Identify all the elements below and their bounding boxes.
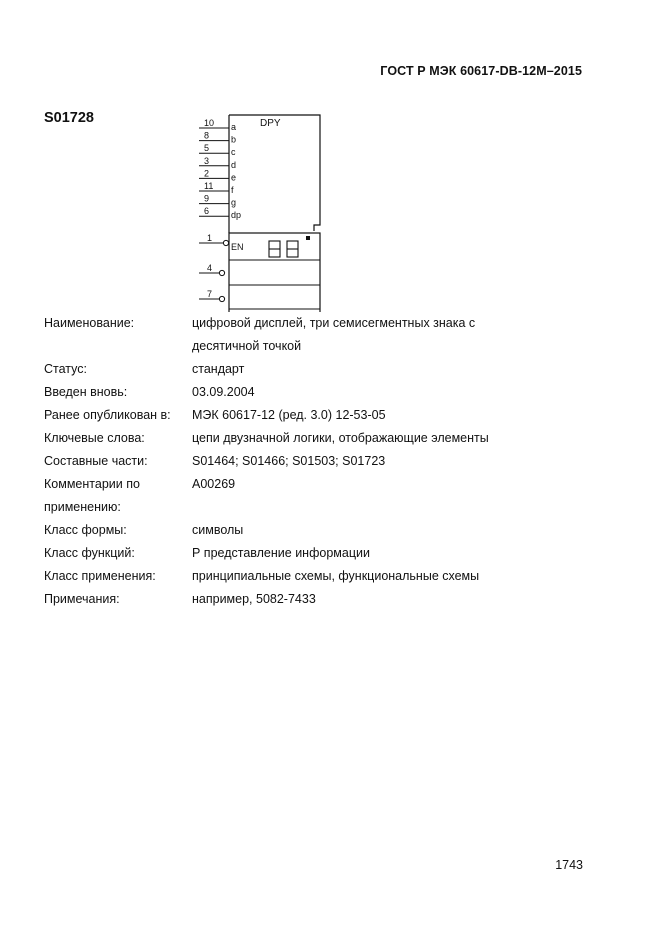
property-value-line: МЭК 60617-12 (ред. 3.0) 12-53-05 [192,408,386,422]
enable-label: EN [231,242,244,252]
property-key-line: Примечания: [44,592,120,606]
property-row [44,476,489,522]
property-value-line: цифровой дисплей, три семисегментных знака с [192,316,476,330]
input-signal-label: c [231,147,236,158]
property-key-line: Составные части: [44,454,148,468]
property-value [192,476,489,522]
property-key-line: Введен вновь: [44,385,128,399]
decimal-point [306,236,310,240]
property-value [192,545,489,568]
input-signal-label: a [231,122,237,132]
property-value-line: например, 5082-7433 [192,592,316,606]
property-row [44,522,489,545]
seven-segment-digits [269,241,298,257]
property-row [44,545,489,568]
property-key-line: Класс формы: [44,523,127,537]
property-value-line: S01464; S01466; S01503; S01723 [192,454,386,468]
property-value [192,361,489,384]
property-key [44,384,189,407]
input-signal-label: f [231,185,234,195]
property-value-line: 03.09.2004 [192,385,255,399]
pin-7: 7 [207,289,213,299]
input-signal-label: g [231,197,237,208]
property-key [44,430,189,453]
property-key-line: Статус: [44,362,87,376]
property-value [192,522,489,545]
input-pin-number: 11 [204,181,214,191]
property-row [44,430,489,453]
page-number: 1743 [555,858,583,872]
property-value-line: символы [192,523,244,537]
property-key [44,568,189,591]
input-signal-label: b [231,134,237,145]
property-value-line: Р представление информации [192,546,370,560]
property-value-line: принципиальные схемы, функциональные схемы [192,569,480,583]
document-header: ГОСТ Р МЭК 60617-DB-12M–2015 [380,64,582,78]
property-value-line: цепи двузначной логики, отображающие элементы [192,431,489,445]
input-pin-number: 2 [204,168,210,179]
property-value-line: стандарт [192,362,245,376]
property-value [192,430,489,453]
input-pin-number: 5 [204,143,210,154]
property-key-line: Наименование: [44,316,135,330]
property-value-line: A00269 [192,477,236,491]
pin-4: 4 [207,263,213,273]
property-value [192,407,489,430]
property-key [44,315,189,338]
property-row [44,361,489,384]
input-signal-label: e [231,172,237,183]
property-key [44,361,189,384]
dpy-title: DPY [260,118,281,129]
input-pin-number: 6 [204,206,210,217]
property-key [44,476,189,522]
property-key-line: Класс применения: [44,569,156,583]
input-signal-label: d [231,159,237,170]
property-value-line: десятичной точкой [192,339,302,353]
input-pin-number: 10 [204,118,215,128]
input-pin-number: 8 [204,130,210,141]
property-key-line: применению: [44,500,121,514]
property-value [192,315,489,361]
property-key [44,522,189,545]
property-row [44,407,489,430]
input-lines [199,118,241,220]
dpy-symbol-diagram [196,112,326,312]
property-key-line: Класс функций: [44,546,135,560]
property-row [44,591,489,614]
input-pin-number: 3 [204,155,210,166]
property-value [192,453,489,476]
property-row [44,384,489,407]
property-row [44,568,489,591]
pin-1: 1 [207,233,213,243]
control-pins [199,233,229,302]
property-value [192,384,489,407]
property-key [44,545,189,568]
property-row [44,315,489,361]
input-pin-number: 9 [204,193,210,204]
property-key [44,453,189,476]
property-value [192,591,489,614]
property-key [44,407,189,430]
properties-list [44,315,489,614]
property-key [44,591,189,614]
property-value [192,568,489,591]
symbol-code: S01728 [44,110,94,126]
property-key-line: Комментарии по [44,477,140,491]
property-key-line: Ранее опубликован в: [44,408,171,422]
property-row [44,453,489,476]
property-key-line: Ключевые слова: [44,431,145,445]
input-signal-label: dp [231,210,242,221]
